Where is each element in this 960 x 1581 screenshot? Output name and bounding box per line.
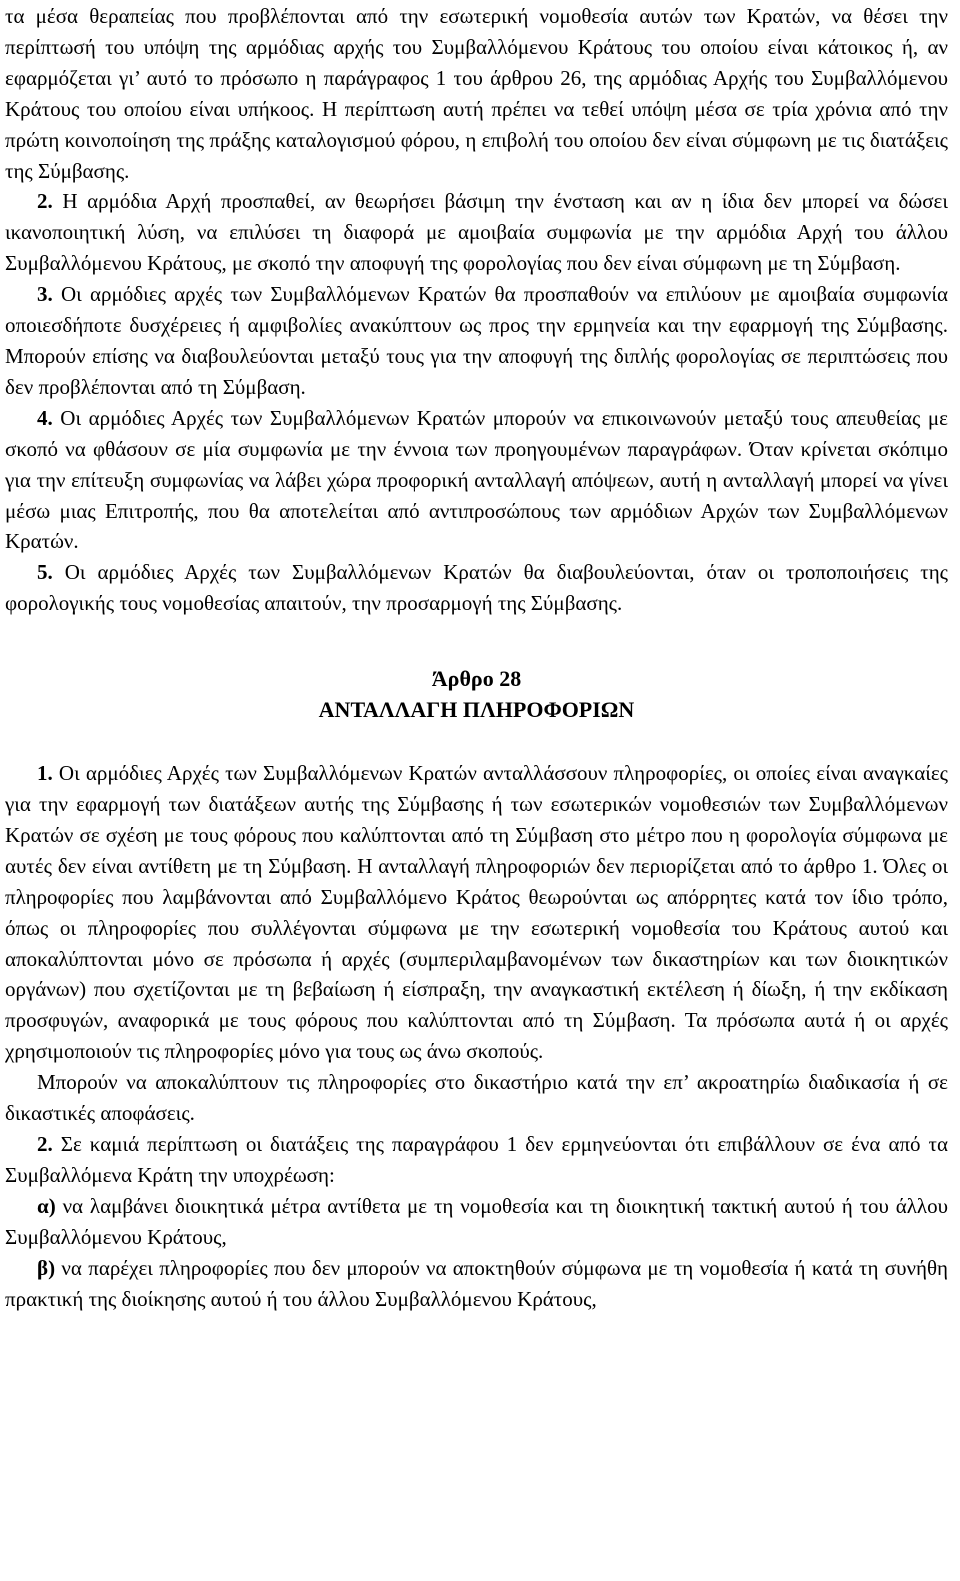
paragraph-text: Η αρμόδια Αρχή προσπαθεί, αν θεωρήσει βάσιμη την ένσταση και αν η ίδια δεν μπορεί να δώσει ικανοποιητική λύση, να επιλύσει τη διαφορά με αμοιβαία συμφωνία με την αρμόδια Αρχή του άλλου Συμβαλλόμενου Κράτους, με σκοπό την αποφυγή της φορολογίας που δεν είναι σύμφωνη με τη Σύμβαση. <box>5 189 948 276</box>
article27-paragraph-1-continuation: τα μέσα θεραπείας που προβλέπονται από την εσωτερική νομοθεσία αυτών των Κρατών, να θέσει την περίπτωσή του υπόψη της αρμόδιας αρχής του Συμβαλλόμενου Κράτους του οποίου είναι κάτοικος ή, αν εφαρμόζεται γι’ αυτό το πρόσωπο η παράγραφος 1 του άρθρου 26, της αρμόδιας Αρχής του Συμβαλλόμενου Κράτους του οποίου είναι υπήκοος. Η περίπτωση αυτή πρέπει να τεθεί υπόψη μέσα σε τρία χρόνια από την πρώτη κοινοποίηση της πράξης καταλογισμού φόρου, η επιβολή του οποίου δεν είναι σύμφωνη με τις διατάξεις της Σύμβασης. <box>5 4 948 183</box>
article27-paragraph-5 <box>5 557 948 619</box>
paragraph-number: 2. <box>37 189 53 214</box>
article28-paragraph-2 <box>5 1129 948 1191</box>
article28-paragraph-1-continuation: Μπορούν να αποκαλύπτουν τις πληροφορίες στο δικαστήριο κατά την επ’ ακροατηρίω διαδικασία ή σε δικαστικές αποφάσεις. <box>5 1070 948 1126</box>
document-page <box>5 0 948 1314</box>
item-label: α) <box>37 1193 56 1218</box>
paragraph-number: 1. <box>37 761 53 786</box>
article28-header <box>5 663 948 725</box>
paragraph-text: Οι αρμόδιες αρχές των Συμβαλλόμενων Κρατών θα προσπαθούν να επιλύουν με αμοιβαία συμφωνία οποιεσδήποτε δυσχέρειες ή αμφιβολίες ανακύπτουν ως προς την ερμηνεία και την εφαρμογή της Σύμβασης. Μπορούν επίσης να διαβουλεύονται μεταξύ τους για την αποφυγή της διπλής φορολογίας σε περιπτώσεις που δεν προβλέπονται από τη Σύμβαση. <box>5 282 948 399</box>
article27-paragraph-2 <box>5 186 948 279</box>
item-text: να παρέχει πληροφορίες που δεν μπορούν να αποκτηθούν σύμφωνα με τη νομοθεσία ή κατά τη συνήθη πρακτική της διοίκησης αυτού ή του άλλου Συμβαλλόμενου Κράτους, <box>5 1255 948 1311</box>
article28-item-b <box>5 1253 948 1315</box>
paragraph-number: 3. <box>37 282 53 307</box>
paragraph-text: Οι αρμόδιες Αρχές των Συμβαλλόμενων Κρατών μπορούν να επικοινωνούν μεταξύ τους απευθείας με σκοπό να φθάσουν σε μία συμφωνία με την έννοια των προηγουμένων παραγράφων. Όταν κρίνεται σκόπιμο για την επίτευξη συμφωνίας να λάβει χώρα προφορική ανταλλαγή απόψεων, αυτή η ανταλλαγή μπορεί να γίνει μέσω μιας Επιτροπής, που θα αποτελείται από αντιπροσώπους των αρμόδιων Αρχών των Συμβαλλόμενων Κρατών. <box>5 405 948 554</box>
article-heading: Άρθρο 28 <box>431 666 522 692</box>
paragraph-number: 5. <box>37 560 53 585</box>
paragraph-text: Σε καμιά περίπτωση οι διατάξεις της παραγράφου 1 δεν ερμηνεύονται ότι επιβάλλουν σε ένα από τα Συμβαλλόμενα Κράτη την υποχρέωση: <box>5 1132 948 1187</box>
article28-item-a <box>5 1191 948 1253</box>
article28-paragraph-1 <box>5 758 948 1067</box>
article27-paragraph-3 <box>5 279 948 403</box>
paragraph-text: Οι αρμόδιες Αρχές των Συμβαλλόμενων Κρατών ανταλλάσσουν πληροφορίες, οι οποίες είναι αναγκαίες για την εφαρμογή των διατάξεων αυτής της Σύμβασης ή των εσωτερικών νομοθεσιών των Συμβαλλόμενων Κρατών σε σχέση με τους φόρους που καλύπτονται από τη Σύμβαση στο μέτρο που η φορολογία σύμφωνα με αυτές δεν είναι αντίθετη με τη Σύμβαση. Η ανταλλαγή πληροφοριών δεν περιορίζεται από το άρθρο 1. Όλες οι πληροφορίες που λαμβάνονται από Συμβαλλόμενο Κράτος θεωρούνται ως απόρρητες κατά τον ίδιο τρόπο, όπως οι πληροφορίες που συλλέγονται σύμφωνα με την εσωτερική νομοθεσία του Κράτους αυτού και αποκαλύπτονται μόνο σε πρόσωπα ή αρχές (συμπεριλαμβανομένων των δικαστηρίων και των διοικητικών οργάνων) που σχετίζονται με τη βεβαίωση ή είσπραξη, την αναγκαστική εκτέλεση ή δίωξη, ή την εκδίκαση προσφυγών, αναφορικά με τους φόρους που καλύπτονται από τη Σύμβαση. Τα πρόσωπα αυτά ή οι αρχές χρησιμοποιούν τις πληροφορίες μόνο για τους ως άνω σκοπούς. <box>5 761 948 1064</box>
paragraph-number: 2. <box>37 1132 53 1156</box>
article-title: ΑΝΤΑΛΛΑΓΗ ΠΛΗΡΟΦΟΡΙΩΝ <box>318 697 635 723</box>
item-text: να λαμβάνει διοικητικά μέτρα αντίθετα με τη νομοθεσία και τη διοικητική τακτική αυτού ή του άλλου Συμβαλλόμενου Κράτους, <box>5 1193 948 1249</box>
item-label: β) <box>37 1255 56 1280</box>
article27-paragraph-4 <box>5 403 948 558</box>
paragraph-number: 4. <box>37 405 53 430</box>
paragraph-text: Οι αρμόδιες Αρχές των Συμβαλλόμενων Κρατών θα διαβουλεύονται, όταν οι τροποποιήσεις της φορολογικής τους νομοθεσίας απαιτούν, την προσαρμογή της Σύμβασης. <box>5 560 948 616</box>
